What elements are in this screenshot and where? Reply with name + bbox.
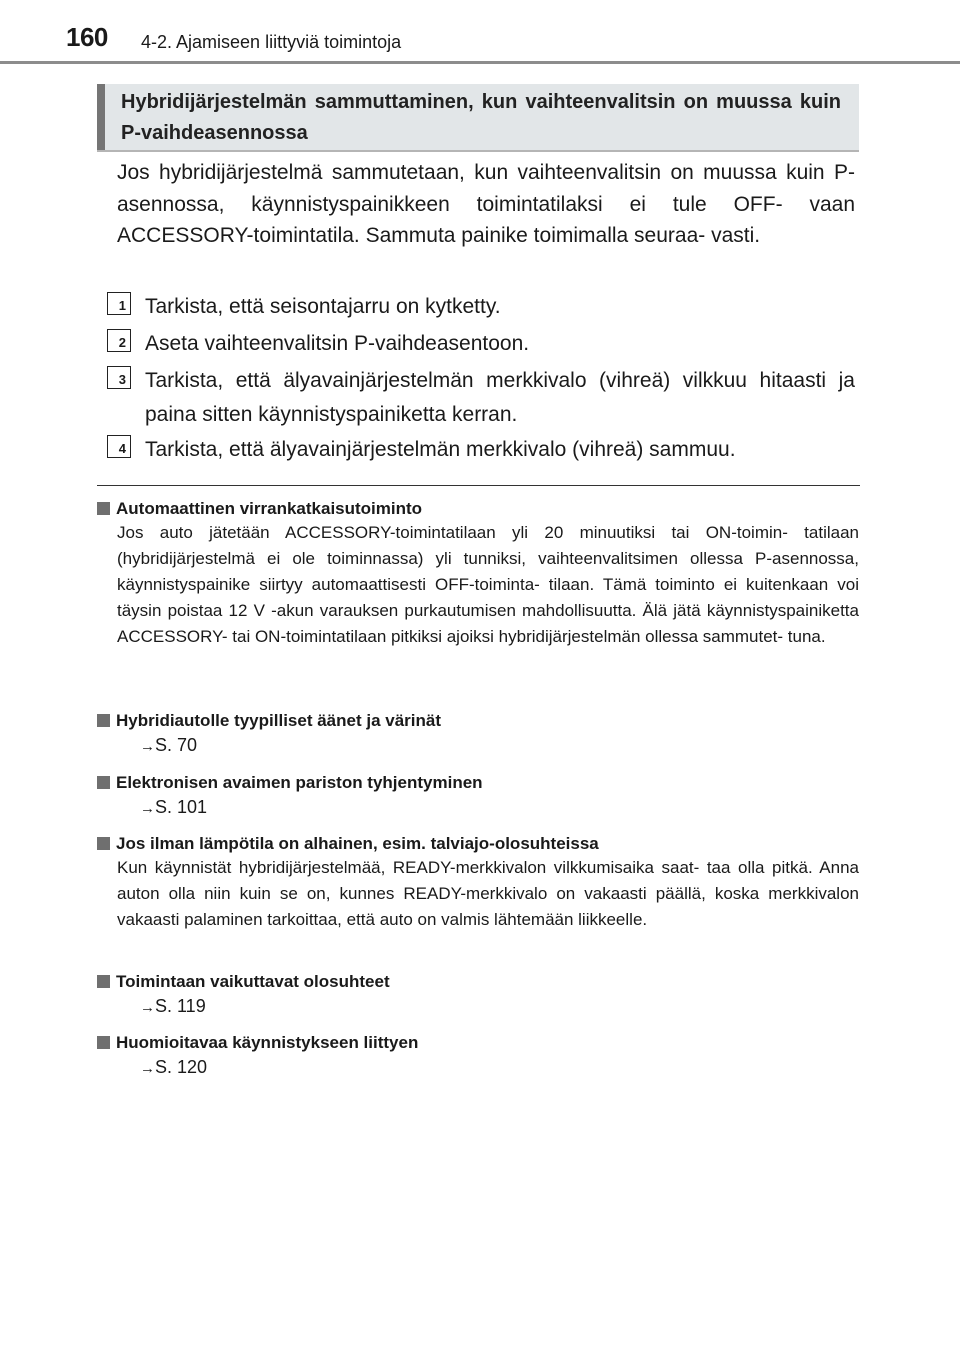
page-reference-text: S. 101: [155, 797, 208, 817]
note-cold-weather: [97, 832, 859, 933]
note-heading: [97, 771, 859, 794]
square-bullet-icon: [97, 975, 110, 988]
section-heading-box: [97, 84, 859, 150]
note-title: Hybridiautolle tyypilliset äänet ja värinät: [116, 711, 441, 730]
page-reference-text: S. 119: [155, 996, 206, 1016]
square-bullet-icon: [97, 714, 110, 727]
section-heading-underline: [97, 150, 859, 152]
step-text: Tarkista, että älyavainjärjestelmän merkkivalo (vihreä) sammuu.: [145, 438, 736, 461]
note-heading: [97, 497, 859, 520]
page-header: [0, 0, 960, 64]
page-reference-text: S. 70: [155, 735, 198, 755]
note-heading: [97, 1031, 859, 1054]
note-body: Jos auto jätetään ACCESSORY-toimintatilaan yli 20 minuutiksi tai ON-toimin- tatilaan (hybridijärjestelmä ei ole toiminnassa) yli tunniksi, vaihteenvalitsimen ollessa P-asennossa, käynnistyspainike siirtyy automaattisesti OFF-toiminta- tilaan. Tämä toiminto ei kuitenkaan voi täysin poistaa 12 V -akun varauksen purkautumisen mahdollisuutta. Älä jätä käynnistyspainiketta ACCESSORY- tai ON-toimintatilaan pitkiksi ajoiksi hybridijärjestelmän ollessa sammutet- tuna.: [117, 523, 859, 646]
note-starting-notes: [97, 1031, 859, 1082]
square-bullet-icon: [97, 1036, 110, 1049]
arrow-right-icon: →: [140, 800, 155, 817]
step-text: Aseta vaihteenvalitsin P-vaihdeasentoon.: [145, 332, 530, 355]
section-intro: Jos hybridijärjestelmä sammutetaan, kun vaihteenvalitsin on muussa kuin P-asennossa, käynnistyspainikkeen toimintatilaksi ei tule OFF- vaan ACCESSORY-toimintatila. Sammuta painike toimimalla seuraa- vasti.: [117, 161, 855, 247]
note-battery-depletion: [97, 771, 859, 822]
step-number: 1: [107, 292, 131, 315]
note-heading: [97, 970, 859, 993]
page-reference-text: S. 120: [155, 1057, 208, 1077]
note-title: Elektronisen avaimen pariston tyhjentyminen: [116, 773, 483, 792]
section-title: Hybridijärjestelmän sammuttaminen, kun vaihteenvalitsin on muussa kuin P-vaihdeasennossa: [121, 91, 841, 144]
note-hybrid-sounds: [97, 709, 859, 760]
note-title: Jos ilman lämpötila on alhainen, esim. talviajo-olosuhteissa: [116, 834, 599, 853]
note-operating-conditions: [97, 970, 859, 1021]
arrow-right-icon: →: [140, 738, 155, 755]
notes-divider: [97, 485, 860, 486]
page-reference[interactable]: [140, 794, 859, 822]
note-auto-power-off: [97, 497, 859, 650]
arrow-right-icon: →: [140, 1060, 155, 1077]
chapter-title: 4-2. Ajamiseen liittyviä toimintoja: [141, 32, 402, 52]
step-number: 4: [107, 435, 131, 458]
note-body: Kun käynnistät hybridijärjestelmää, READY-merkkivalon vilkkumisaika saat- taa olla pitkä. Anna auton olla niin kuin se on, kunnes READY-merkkivalo on vakaasti päällä, koska merkkivalon vakaasti palaminen tarkoittaa, että auto on valmis lähtemään liikkeelle.: [117, 858, 859, 929]
page-reference[interactable]: [140, 993, 859, 1021]
step-text: Tarkista, että älyavainjärjestelmän merkkivalo (vihreä) vilkkuu hitaasti ja paina sitten käynnistyspainiketta kerran.: [145, 369, 855, 426]
square-bullet-icon: [97, 837, 110, 850]
arrow-right-icon: →: [140, 999, 155, 1016]
square-bullet-icon: [97, 502, 110, 515]
step-number: 2: [107, 329, 131, 352]
note-title: Automaattinen virrankatkaisutoiminto: [116, 499, 423, 518]
note-title: Huomioitavaa käynnistykseen liittyen: [116, 1033, 419, 1052]
note-heading: [97, 709, 859, 732]
page-reference[interactable]: [140, 1054, 859, 1082]
step-text: Tarkista, että seisontajarru on kytketty.: [145, 295, 501, 318]
page-reference[interactable]: [140, 732, 859, 760]
note-heading: [97, 832, 859, 855]
square-bullet-icon: [97, 776, 110, 789]
page-number: 160: [66, 22, 108, 52]
note-title: Toimintaan vaikuttavat olosuhteet: [116, 972, 390, 991]
step-number: 3: [107, 366, 131, 389]
header-rule: [0, 61, 960, 64]
